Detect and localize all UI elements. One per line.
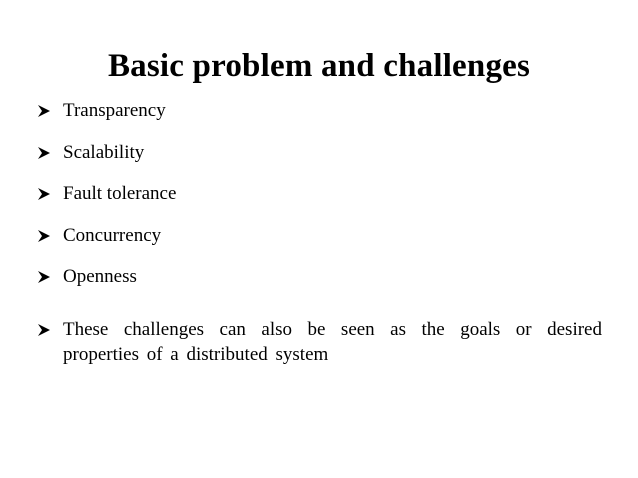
- arrowhead-bullet-icon: [37, 187, 51, 201]
- bullet-item-concurrency: [37, 224, 602, 266]
- bullet-text: Openness: [63, 266, 137, 287]
- arrowhead-bullet-icon: [37, 104, 51, 118]
- arrowhead-bullet-icon: [37, 229, 51, 243]
- bullet-text: These challenges can also be seen as the goals or desired properties of a distributed system: [63, 318, 602, 365]
- arrowhead-bullet-icon: [37, 323, 51, 337]
- bullet-text: Concurrency: [63, 224, 162, 246]
- bullet-text: Fault tolerance: [63, 183, 177, 204]
- bullet-item-goals: [37, 317, 602, 367]
- bullet-text: Transparency: [63, 100, 166, 121]
- slide-title: Basic problem and challenges: [107, 48, 531, 84]
- arrowhead-bullet-icon: [37, 270, 51, 284]
- bullet-list: [37, 99, 602, 367]
- bullet-item-transparency: [37, 99, 602, 141]
- arrowhead-bullet-icon: [37, 146, 51, 160]
- bullet-item-openness: [37, 265, 602, 307]
- bullet-item-scalability: [37, 141, 602, 183]
- bullet-item-fault-tolerance: [37, 182, 602, 224]
- bullet-text: Scalability: [63, 141, 145, 163]
